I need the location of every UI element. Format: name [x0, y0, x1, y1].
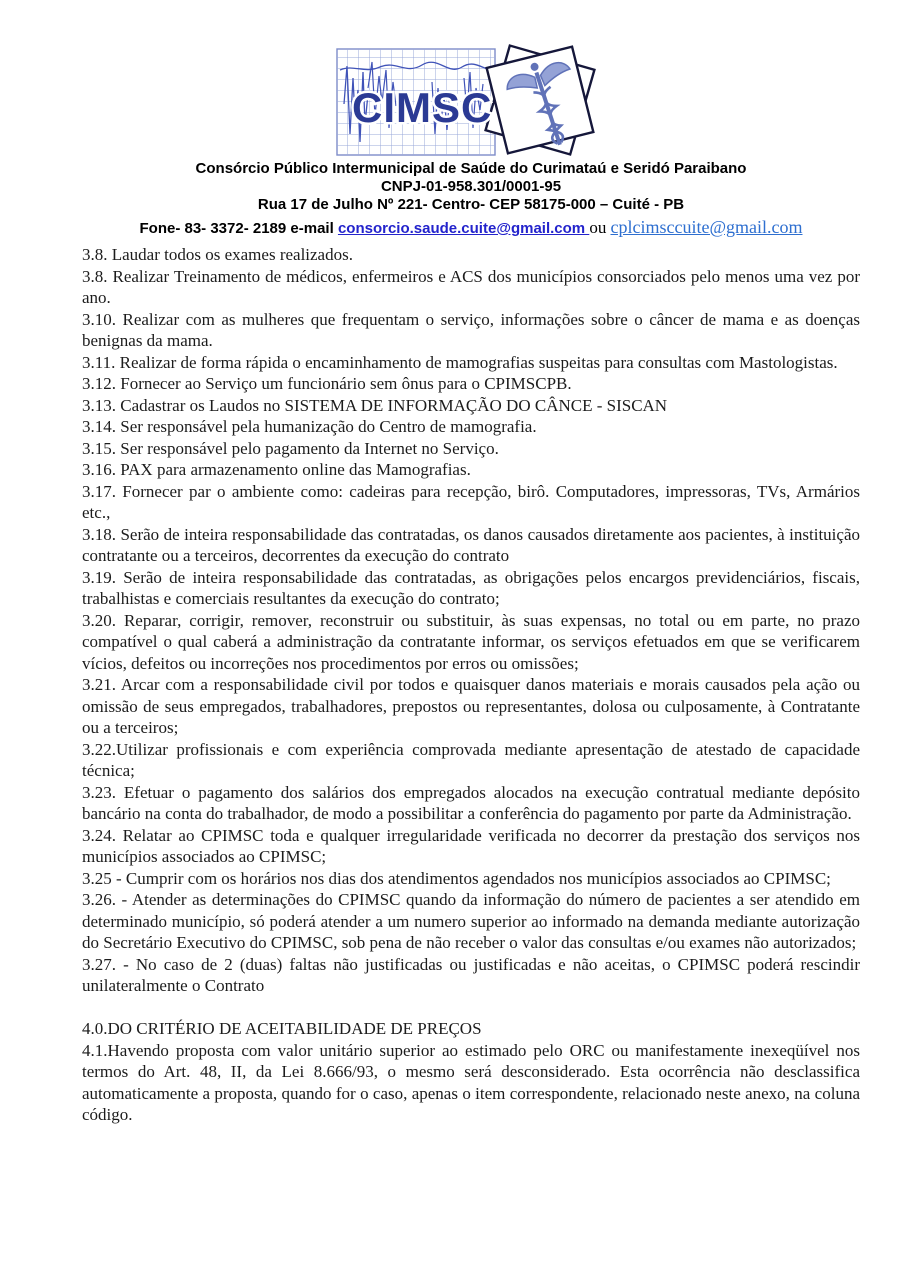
- document-paragraph: 3.25 - Cumprir com os horários nos dias dos atendimentos agendados nos municípios associados ao CPIMSC;: [82, 868, 831, 888]
- document-paragraph: 3.15. Ser responsável pelo pagamento da Internet no Serviço.: [82, 438, 499, 458]
- org-name: Consórcio Público Intermunicipal de Saúde do Curimataú e Seridó Paraibano: [195, 160, 747, 177]
- document-paragraph: 3.19. Serão de inteira responsabilidade das contratadas, as obrigações pelos encargos previdenciários, fiscais, trabalhistas e comerciais resultantes da execução do contrato;: [82, 567, 860, 608]
- document-paragraph: 3.13. Cadastrar os Laudos no SISTEMA DE INFORMAÇÃO DO CÂNCE - SISCAN: [82, 395, 668, 415]
- email-link-primary[interactable]: consorcio.saude.cuite@gmail.com: [337, 220, 590, 237]
- document-paragraph: 3.8. Realizar Treinamento de médicos, enfermeiros e ACS dos municípios consorciados pelo menos uma vez por ano.: [82, 266, 860, 307]
- document-paragraph: 3.21. Arcar com a responsabilidade civil por todos e quaisquer danos materiais e morais causados pela ação ou omissão de seus empregados, trabalhadores, prepostos ou representantes, dolosa ou culposamente, à Contratante ou a terceiros;: [82, 675, 860, 737]
- org-cnpj: CNPJ-01-958.301/0001-95: [380, 178, 562, 195]
- document-paragraph: 3.10. Realizar com as mulheres que frequentam o serviço, informações sobre o câncer de mama e as doenças benignas da mama.: [82, 309, 860, 350]
- org-address: Rua 17 de Julho Nº 221- Centro- CEP 58175-000 – Cuité - PB: [257, 196, 685, 213]
- contact-prefix: Fone- 83- 3372- 2189 e-mail: [139, 220, 338, 237]
- org-contact: [82, 217, 860, 239]
- document-paragraph: 3.14. Ser responsável pela humanização do Centro de mamografia.: [82, 417, 537, 436]
- document-paragraph: 3.24. Relatar ao CPIMSC toda e qualquer irregularidade verificada no decorrer da prestação dos serviços nos municípios associados ao CPIMSC;: [82, 825, 860, 866]
- document-paragraph: 3.22.Utilizar profissionais e com experiência comprovada mediante apresentação de atestado de capacidade técnica;: [82, 739, 860, 780]
- document-paragraph: 3.11. Realizar de forma rápida o encaminhamento de mamografias suspeitas para consultas com Mastologistas.: [82, 352, 838, 372]
- document-paragraph: 4.1.Havendo proposta com valor unitário superior ao estimado pelo ORC ou manifestamente inexeqüível nos termos do Art. 48, II, da Lei 8.666/93, o mesmo será desconsiderado. Esta ocorrência não desclassifica automaticamente a proposta, quando for o caso, apenas o item correspondente, relacionado neste anexo, na coluna código.: [82, 1040, 860, 1124]
- document-paragraph: 3.23. Efetuar o pagamento dos salários dos empregados alocados na execução contratual mediante depósito bancário na conta do trabalhador, de modo a possibilitar a conferência do pagamento por parte da Administração.: [82, 782, 860, 823]
- contact-conjunction: ou: [589, 218, 607, 237]
- document-paragraph: 3.12. Fornecer ao Serviço um funcionário sem ônus para o CPIMSCPB.: [82, 374, 572, 393]
- logo-text: CIMSC: [352, 84, 493, 131]
- document-paragraph: 3.17. Fornecer par o ambiente como: cadeiras para recepção, birô. Computadores, impressoras, TVs, Armários etc.,: [82, 481, 860, 522]
- cimsc-logo: [82, 46, 860, 158]
- document-paragraph: 3.18. Serão de inteira responsabilidade das contratadas, os danos causados diretamente aos pacientes, à instituição contratante ou a terceiros, decorrentes da execução do contrato: [82, 524, 860, 565]
- document-paragraph: 3.27. - No caso de 2 (duas) faltas não justificadas ou justificadas e não aceitas, o CPIMSC poderá rescindir unilateralmente o Contrato: [82, 954, 860, 995]
- document-paragraph: 3.26. - Atender as determinações do CPIMSC quando da informação do número de pacientes a ser atendido em determinado município, só poderá atender a um numero superior ao informado na demanda mediante autorização do Secretário Executivo do CPIMSC, sob pena de não receber o valor das consultas e/ou exames não autorizados;: [82, 890, 860, 952]
- email-link-secondary[interactable]: cplcimsccuite@gmail.com: [610, 217, 803, 237]
- document-body: [82, 244, 860, 1126]
- document-paragraph: 3.20. Reparar, corrigir, remover, reconstruir ou substituir, às suas expensas, no total ou em parte, no prazo compatível o qual caberá a administração da contratante informar, os serviços efetuados em que se verificarem vícios, defeitos ou incorreções nos procedimentos por erros ou omissões;: [82, 610, 860, 673]
- document-paragraph: 4.0.DO CRITÉRIO DE ACEITABILIDADE DE PREÇOS: [82, 1019, 482, 1038]
- logo-graphic: [336, 46, 606, 158]
- logo-squares: [486, 46, 595, 155]
- document-paragraph: 3.16. PAX para armazenamento online das Mamografias.: [82, 460, 471, 479]
- document-paragraph: 3.8. Laudar todos os exames realizados.: [82, 245, 353, 264]
- document-header: [82, 160, 860, 239]
